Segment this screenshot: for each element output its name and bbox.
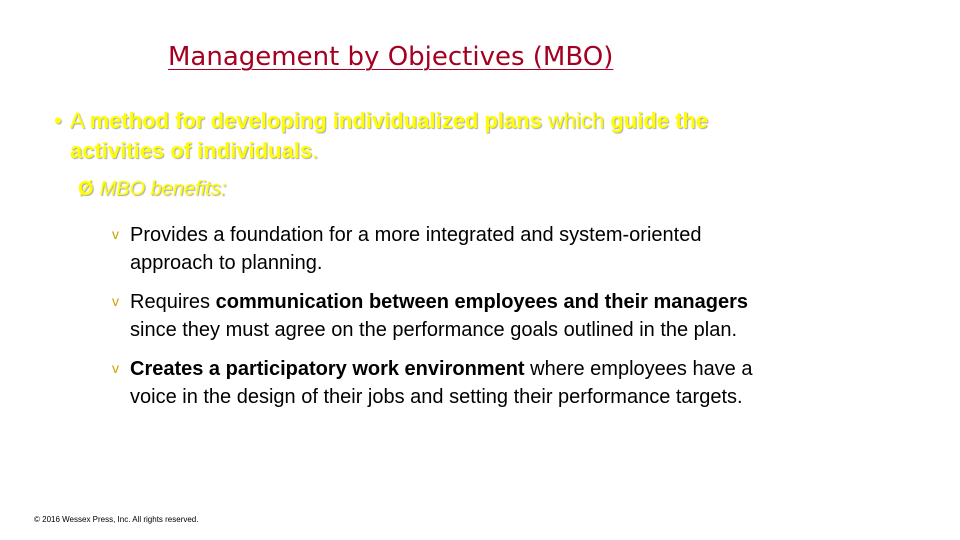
main-bullet-text-a: A [70,108,90,133]
benefit-text-line2: voice in the design of their jobs and setting their performance targets. [130,386,743,408]
main-bullet-text-e: activities of individuals [70,138,313,163]
diamond-bullet-icon: v [112,360,119,376]
benefit-item [112,354,912,411]
main-bullet-text-b: method for developing individualized plans [89,108,542,133]
main-bullet-text-c: which [541,108,611,133]
main-bullet-text-d: guide the [610,108,709,133]
benefit-text-line2: approach to planning. [130,252,323,274]
main-bullet [54,106,934,166]
sub-heading [78,178,226,201]
sub-heading-text: MBO benefits: [99,178,227,200]
benefit-item [112,287,912,344]
benefit-text-bold: Creates a participatory work environment [130,358,525,380]
benefit-item [112,220,912,277]
benefit-text: Provides a foundation for a more integrated and system-oriented [130,224,702,246]
benefit-text-bold: communication between employees and their managers [215,291,748,313]
benefit-text-line2: since they must agree on the performance goals outlined in the plan. [130,319,738,341]
slide-title: Management by Objectives (MBO) [168,42,614,72]
main-bullet-line2 [54,136,934,166]
diamond-bullet-icon: v [112,293,119,309]
copyright-footer: © 2016 Wessex Press, Inc. All rights reserved. [34,515,199,524]
bullet-dot: • [54,108,62,133]
arrow-bullet-icon: Ø [78,178,94,200]
diamond-bullet-icon: v [112,226,119,242]
benefit-text: Requires [130,291,216,313]
benefit-text: where employees have a [524,358,753,380]
main-bullet-text-f: . [312,138,319,163]
